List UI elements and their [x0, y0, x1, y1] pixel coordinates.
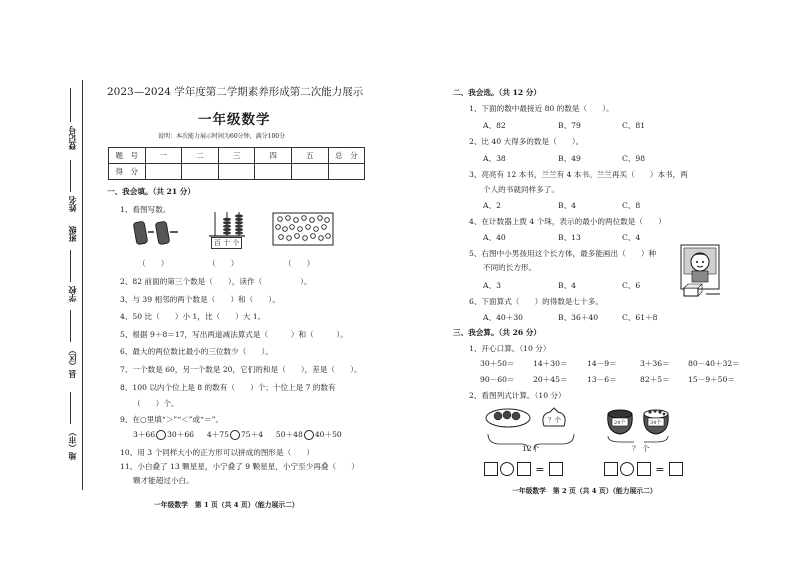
section-1-heading: 一、我会填。（共 21 分） — [107, 187, 195, 196]
option-b[interactable]: B、36＋40 — [558, 313, 599, 322]
choice-question-1: 1、下面的数中最接近 80 的数是（ ）。 — [469, 104, 614, 113]
option-a[interactable]: A、2 — [483, 201, 501, 210]
compare-circle-1[interactable] — [156, 430, 166, 440]
binding-field-name[interactable] — [70, 160, 71, 192]
boy-with-cuboid-image — [680, 244, 722, 302]
score-cell[interactable] — [182, 164, 219, 180]
page-2-footer: 一年级数学 第 2 页（共 4 页）（能力展示二） — [512, 487, 657, 495]
compare-circle-2[interactable] — [230, 430, 240, 440]
basket-question-label: ？ 个 — [632, 444, 650, 453]
answer-box[interactable] — [637, 462, 651, 476]
score-header-cell: 四 — [255, 148, 292, 164]
option-a[interactable]: A、40＋30 — [483, 313, 523, 322]
answer-box[interactable] — [669, 462, 683, 476]
binding-label-name: 姓名 — [67, 196, 77, 212]
score-header-cell: 五 — [291, 148, 328, 164]
answer-box[interactable] — [604, 462, 618, 476]
calc-item[interactable]: 14＋30＝ — [533, 359, 568, 368]
compare-right-3: 40＋50 — [314, 430, 342, 439]
option-c[interactable]: C、6 — [622, 281, 641, 290]
score-cell[interactable] — [145, 164, 182, 180]
choice-question-5-line-1: 5、右图中小男孩用这个长方体，最多能画出（ ）种 — [469, 249, 657, 258]
calc-item[interactable]: 30＋50＝ — [480, 359, 515, 368]
calc-item[interactable]: 82＋5＝ — [640, 375, 670, 384]
option-a[interactable]: A、3 — [483, 281, 501, 290]
compare-left-1: 3＋66 — [133, 430, 156, 439]
score-cell[interactable] — [291, 164, 328, 180]
answer-box[interactable] — [484, 462, 498, 476]
binding-label-registration: 登记号 — [67, 126, 77, 150]
option-b[interactable]: B、4 — [558, 201, 577, 210]
binding-field-city[interactable] — [70, 392, 71, 424]
binding-label-school: 学校 — [67, 286, 77, 302]
score-row-label: 得 分 — [109, 164, 146, 180]
option-a[interactable]: A、40 — [483, 233, 506, 242]
option-a[interactable]: A、38 — [483, 154, 506, 163]
score-cell[interactable] — [328, 164, 365, 180]
question-9: 9、在○里填“＞”“＜”或“＝”。 — [120, 415, 224, 424]
choice-question-3-line-2: 个人的书就同样多了。 — [483, 185, 559, 194]
exam-note: 说明：本次能力展示时间为60分钟，满分100分 — [158, 133, 286, 140]
option-a[interactable]: A、82 — [483, 121, 506, 130]
option-b[interactable]: B、4 — [558, 281, 577, 290]
binding-field-registration[interactable] — [70, 88, 71, 122]
answer-box[interactable] — [549, 462, 563, 476]
option-b[interactable]: B、49 — [558, 154, 581, 163]
option-c[interactable]: C、98 — [622, 154, 646, 163]
option-b[interactable]: B、13 — [558, 233, 581, 242]
compare-circle-3[interactable] — [304, 430, 314, 440]
score-header-cell: 一 — [145, 148, 182, 164]
exam-subject: 一年级数学 — [198, 112, 271, 128]
choice-question-5-line-2: 不同的长方形。 — [483, 263, 537, 272]
score-cell[interactable] — [218, 164, 255, 180]
basket-lid-label-2: 34个 — [650, 420, 662, 426]
question-8-line-1: 8、100 以内个位上是 8 的数有（ ）个；十位上是 7 的数有 — [120, 383, 336, 392]
question-5: 5、根据 9＋8＝17，写出两道减法算式是（ ）和（ ）。 — [120, 330, 348, 339]
score-header-cell: 三 — [218, 148, 255, 164]
section-3-heading: 三、我会算。（共 26 分） — [453, 328, 541, 337]
question-11-line-2: 颗才能超过小白。 — [133, 476, 194, 485]
calc-item[interactable]: 14－9＝ — [587, 359, 617, 368]
answer-blank[interactable]: （ ） — [138, 259, 169, 268]
option-b[interactable]: B、79 — [558, 121, 581, 130]
choice-question-3-line-1: 3、亮亮有 12 本书，兰兰有 4 本书。兰兰再买（ ）本书，两 — [469, 170, 688, 179]
compare-right-2: 75＋4 — [240, 430, 264, 439]
answer-blank[interactable]: （ ） — [208, 259, 239, 268]
question-3: 3、与 39 相邻的两个数是（ ）和（ ）。 — [120, 295, 280, 304]
calc-question-2: 2、看图列式计算。（10 分） — [469, 391, 566, 400]
calc-item[interactable]: 20＋45＝ — [533, 375, 568, 384]
option-c[interactable]: C、4 — [622, 233, 641, 242]
calc-item[interactable]: 13－6＝ — [587, 375, 617, 384]
calc-item[interactable]: 80－40＋32＝ — [688, 359, 740, 368]
total-label: 12个 — [522, 444, 540, 453]
bundles-of-sticks-image — [132, 218, 182, 248]
score-header-cell: 题 号 — [109, 148, 146, 164]
option-c[interactable]: C、81 — [622, 121, 646, 130]
question-11-line-1: 11、小白叠了 13 颗星星，小宁叠了 9 颗星星，小宁至少再叠（ ） — [120, 462, 359, 471]
abacus-image — [207, 210, 247, 238]
question-2: 2、82 前面的第三个数是（ ），读作（ ）。 — [120, 277, 312, 286]
question-7: 7、一个数是 60，另一个数是 20，它们的和是（ ），差是（ ）。 — [120, 365, 362, 374]
section-2-heading: 二、我会选。（共 12 分） — [453, 88, 541, 97]
compare-row — [133, 429, 342, 440]
score-header-cell: 总 分 — [328, 148, 365, 164]
score-table — [108, 147, 365, 180]
question-1: 1、看图写数。 — [120, 205, 171, 214]
score-cell[interactable] — [255, 164, 292, 180]
equation-boxes-2: = — [604, 462, 683, 476]
compare-left-3: 50＋48 — [275, 430, 303, 439]
bag-question-label: ？个 — [548, 416, 561, 424]
answer-box[interactable] — [517, 462, 531, 476]
page-1-footer: 一年级数学 第 1 页（共 4 页）（能力展示二） — [154, 501, 299, 509]
choice-question-6: 6、下面算式（ ）的得数是七十多。 — [469, 297, 603, 306]
question-6: 6、最大的两位数比最小的三位数少（ ）。 — [120, 347, 273, 356]
dots-box-image — [272, 212, 334, 246]
equation-boxes-1: = — [484, 462, 563, 476]
compare-right-1: 30＋66 — [167, 430, 195, 439]
choice-question-2: 2、比 40 大得多的数是（ ）。 — [469, 137, 584, 146]
compare-left-2: 4＋75 — [206, 430, 229, 439]
operator-circle[interactable] — [620, 462, 634, 476]
score-header-cell: 二 — [182, 148, 219, 164]
question-10: 10、用 3 个同样大小的正方形可以拼成的图形是（ ） — [120, 448, 314, 457]
option-c[interactable]: C、61＋8 — [622, 313, 658, 322]
binding-label-class: 班级 — [67, 226, 77, 242]
binding-field-county[interactable] — [70, 310, 71, 342]
calc-question-1: 1、开心口算。（10 分） — [469, 344, 551, 353]
basket-lid-label-1: 24个 — [614, 420, 626, 426]
calc-item[interactable]: 3＋36＝ — [640, 359, 670, 368]
answer-blank[interactable]: （ ） — [284, 259, 315, 268]
binding-label-county: 县（区） — [67, 346, 77, 378]
abacus-place-labels: 百 十 个 — [211, 237, 242, 249]
choice-question-4: 4、在计数器上拨 4 个珠，表示的最小的两位数是（ ） — [469, 217, 666, 226]
binding-label-city: 地（市） — [67, 428, 77, 460]
calc-item[interactable]: 90－60＝ — [480, 375, 515, 384]
question-4: 4、50 比（ ）小 1，比（ ）大 1。 — [120, 312, 266, 321]
question-8-line-2: （ ）个。 — [133, 399, 179, 408]
calc-item[interactable]: 15－9＋50＝ — [688, 375, 735, 384]
binding-field-school[interactable] — [70, 250, 71, 282]
option-c[interactable]: C、8 — [622, 201, 641, 210]
operator-circle[interactable] — [500, 462, 514, 476]
exam-title: 2023—2024 学年度第二学期素养形成第二次能力展示 — [107, 86, 364, 98]
binding-line — [82, 80, 83, 490]
